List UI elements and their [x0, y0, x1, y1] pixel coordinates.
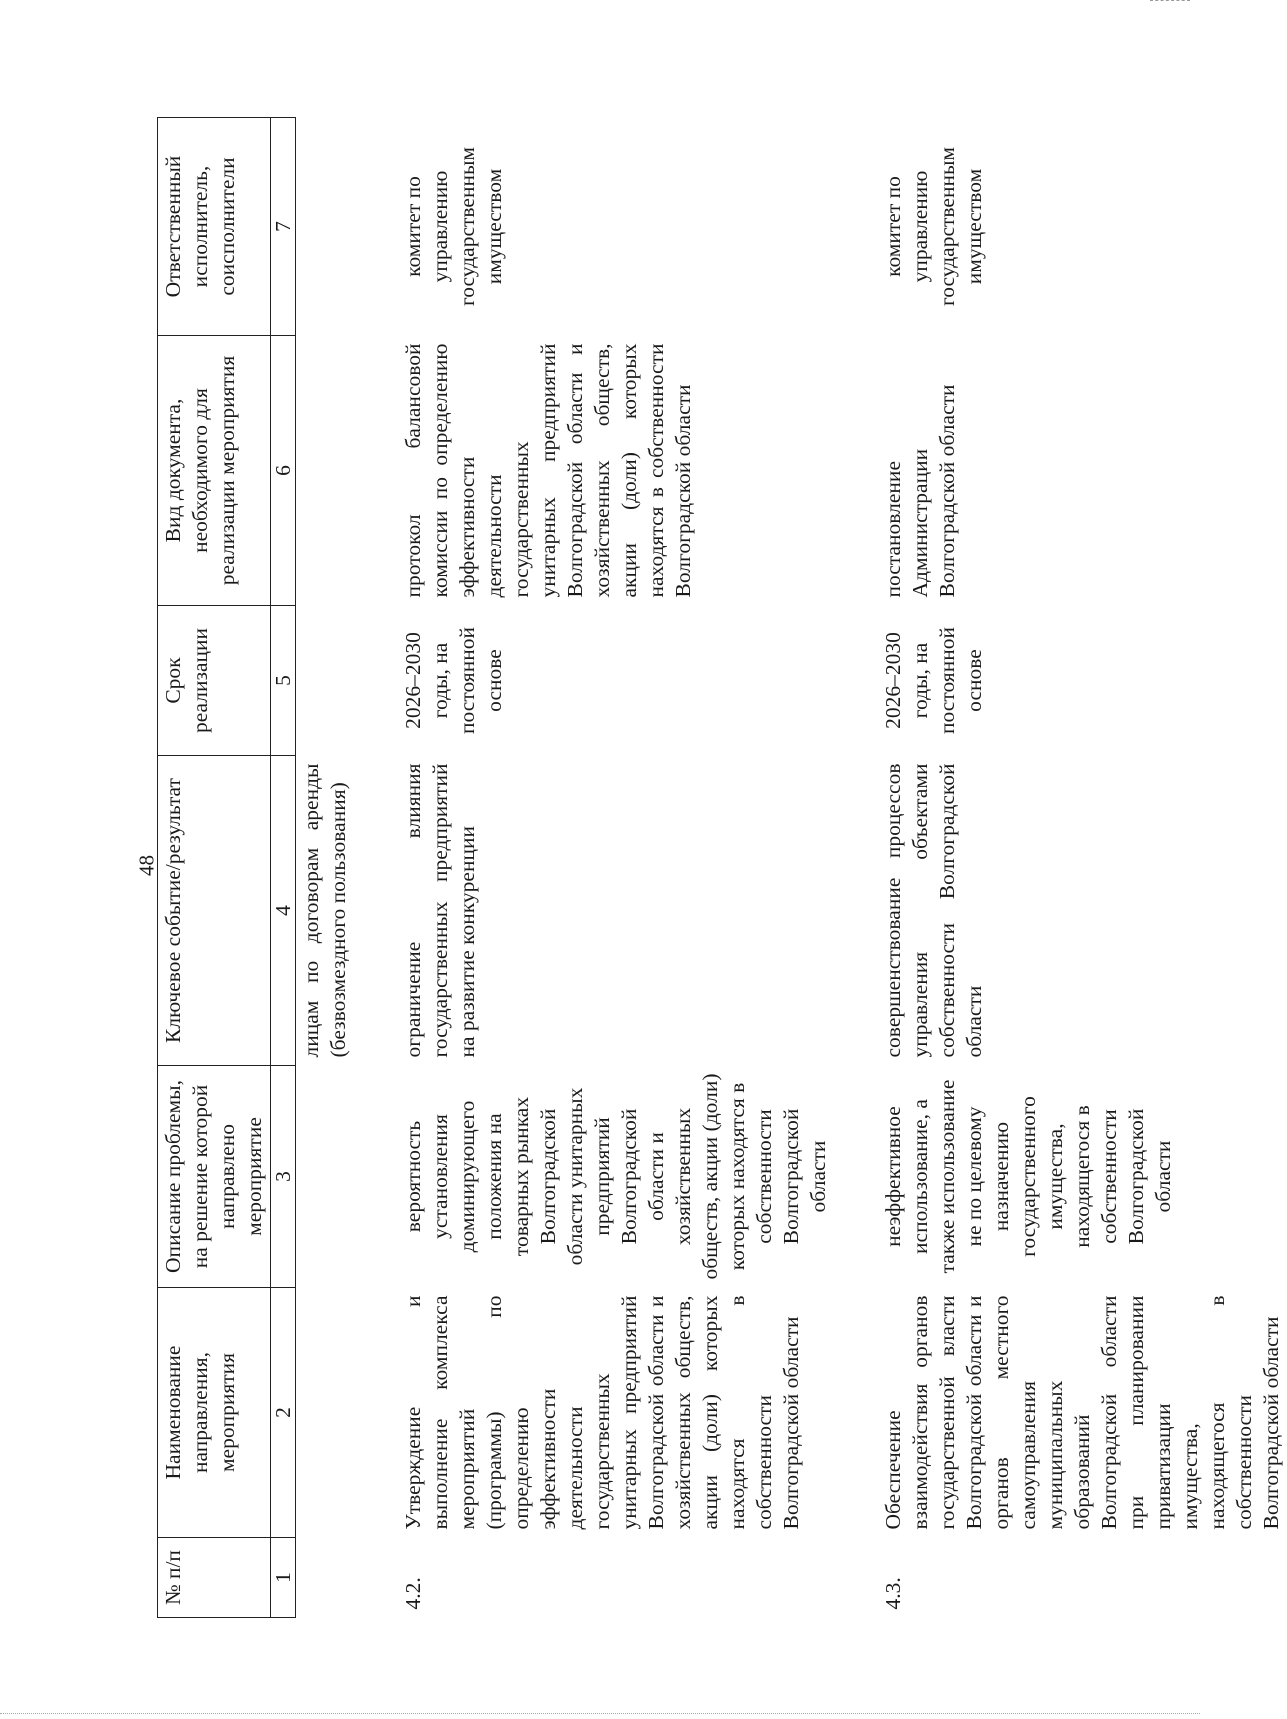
rotated-page-content: [157, 118, 1283, 1618]
row-term: 2026–2030 годы, на постоянной основе: [881, 627, 986, 734]
header-doc: Вид документа, необходимого для реализации мероприятия: [158, 336, 271, 606]
page-number: 48: [134, 855, 159, 876]
row-exec: комитет по управлению государственным имуществом: [881, 146, 986, 307]
header-term: Срок реализации: [158, 606, 271, 756]
table-row: [878, 118, 1287, 1618]
measures-table: [157, 117, 1287, 1618]
column-number: 3: [271, 1066, 296, 1288]
column-number: 5: [271, 606, 296, 756]
continuation-result: лицам по договорам аренды (безвозмездного пользования): [299, 763, 350, 1058]
row-result: совершенствование процессов управления объектами собственности Волгоградской области: [881, 763, 986, 1058]
row-result: ограничение влияния государственных предприятий на развитие конкуренции: [401, 763, 479, 1058]
header-name: Наименование направления, мероприятия: [158, 1288, 271, 1538]
column-number: 6: [271, 336, 296, 606]
row-num: 4.2.: [401, 1577, 425, 1610]
column-number-row: [271, 118, 296, 1618]
row-term: 2026–2030 годы, на постоянной основе: [401, 627, 506, 734]
table-row: [398, 118, 834, 1618]
row-name: Утверждение и выполнение комплекса мероприятий (программы) по определению эффективности деятельности государственных унитарных предприятий Волгоградской области и хозяйственных обществ, акции (доли) которых находятся в собственности Волгоградской области: [401, 1295, 803, 1530]
column-number: 2: [271, 1288, 296, 1538]
row-name: Обеспечение взаимодействия органов государственной власти Волгоградской области и органов местного самоуправления муниципальных образований Волгоградской области при планировании приватизации имущества, находящегося в собственности Волгоградской области: [881, 1295, 1283, 1530]
column-number: 1: [271, 1538, 296, 1618]
row-doc: постановление Администрации Волгоградской области: [881, 384, 959, 598]
header-num: № п/п: [158, 1538, 271, 1618]
scan-corner-mark: [1150, 0, 1190, 4]
scan-edge-line: [0, 1713, 1200, 1715]
row-exec: комитет по управлению государственным имуществом: [401, 146, 506, 307]
table-header-row: [158, 118, 271, 1618]
column-number: 4: [271, 756, 296, 1066]
header-result: Ключевое событие/результат: [158, 756, 271, 1066]
row-doc: протокол балансовой комиссии по определению эффективности деятельности государственных унитарных предприятий Волгоградской области и хозяйственных обществ, акции (доли) которых находятся в собственности Волгоградской области: [401, 343, 695, 598]
continuation-row: [296, 118, 355, 1618]
column-number: 7: [271, 118, 296, 336]
row-num: 4.3.: [881, 1577, 905, 1610]
row-desc: неэффективное использование, а также использование не по целевому назначению государственного имущества, находящегося в собственности Волгоградской области: [881, 1079, 1175, 1274]
row-desc: вероятность установления доминирующего положения на товарных рынках Волгоградской области унитарных предприятий Волгоградской области и хозяйственных обществ, акции (доли) которых находятся в собственности Волгоградской области: [401, 1073, 830, 1280]
header-exec: Ответственный исполнитель, соисполнители: [158, 118, 271, 336]
header-desc: Описание проблемы, на решение которой направлено мероприятие: [158, 1066, 271, 1288]
